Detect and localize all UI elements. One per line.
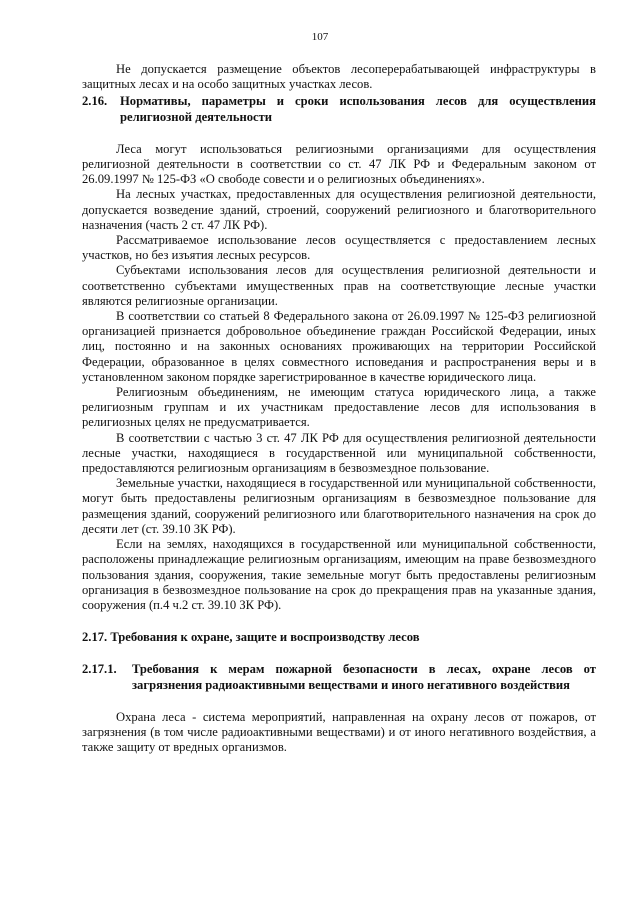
section-2-17-title: 2.17. Требования к охране, защите и воспроизводству лесов [82,630,420,645]
section-2-16-number: 2.16. [82,94,108,109]
section-2-16-title: Нормативы, параметры и сроки использования лесов для осуществления религиозной деятельности [120,94,596,124]
paragraph: В соответствии с частью 3 ст. 47 ЛК РФ для осуществления религиозной деятельности лесные участки, находящиеся в государственной или муниципальной собственности, предоставляются религиозным организациям в безвозмездное пользование. [82,430,596,476]
section-2-17-heading [82,630,596,645]
page-number: 107 [311,31,329,43]
paragraph: Земельные участки, находящиеся в государственной или муниципальной собственности, могут быть предоставлены религиозным организациям в безвозмездное пользование для размещения зданий, сооружений религиозного или благотворительного назначения на срок до десяти лет (ст. 39.10 ЗК РФ). [82,476,596,536]
paragraph: Охрана леса - система мероприятий, направленная на охрану лесов от пожаров, от загрязнения (в том числе радиоактивными веществами) и от иного негативного воздействия, а также защиту от вредных организмов. [82,709,596,755]
section-2-17-1-number: 2.17.1. [82,662,117,677]
paragraph: Религиозным объединениям, не имеющим статуса юридического лица, а также религиозным группам и их участникам предоставление лесов для использования в религиозных целях не предусматривается. [82,385,596,430]
page-content [82,62,596,755]
intro-paragraph: Не допускается размещение объектов лесоперерабатывающей инфраструктуры в защитных лесах и на особо защитных участках лесов. [82,62,596,92]
paragraph: В соответствии со статьей 8 Федерального закона от 26.09.1997 № 125-ФЗ религиозной организацией признается добровольное объединение граждан Российской Федерации, иных лиц, постоянно и на законных основаниях проживающих на территории Российской Федерации, образованное в целях совместного исповедания и распространения веры и в установленном законом порядке зарегистрированное в качестве юридического лица. [82,309,596,384]
paragraph: Если на землях, находящихся в государственной или муниципальной собственности, расположены принадлежащие религиозным организациям, имеющим на праве безвозмездного пользования здания, сооружения, такие земельные могут быть предоставлены религиозным организация в безвозмездное пользование на срок до прекращения прав на указанные здания, сооружения (п.4 ч.2 ст. 39.10 ЗК РФ). [82,537,596,612]
paragraph: Субъектами использования лесов для осуществления религиозной деятельности и соответственно субъектами имущественных прав на соответствующие лесные участки являются религиозные организации. [82,263,596,308]
paragraph: Леса могут использоваться религиозными организациями для осуществления религиозной деятельности в соответствии со ст. 47 ЛК РФ и Федеральным законом от 26.09.1997 № 125-ФЗ «О свободе совести и о религиозных объединениях». [82,141,596,187]
section-2-17-1-heading [82,662,596,692]
paragraph: Рассматриваемое использование лесов осуществляется с предоставлением лесных участков, но без изъятия лесных ресурсов. [82,233,596,263]
section-2-17-1-title: Требования к мерам пожарной безопасности в лесах, охране лесов от загрязнения радиоактивными веществами и иного негативного воздействия [132,662,596,692]
section-2-16-heading [82,94,596,124]
paragraph: На лесных участках, предоставленных для осуществления религиозной деятельности, допускается возведение зданий, строений, сооружений религиозного и благотворительного назначения (часть 2 ст. 47 ЛК РФ). [82,187,596,232]
